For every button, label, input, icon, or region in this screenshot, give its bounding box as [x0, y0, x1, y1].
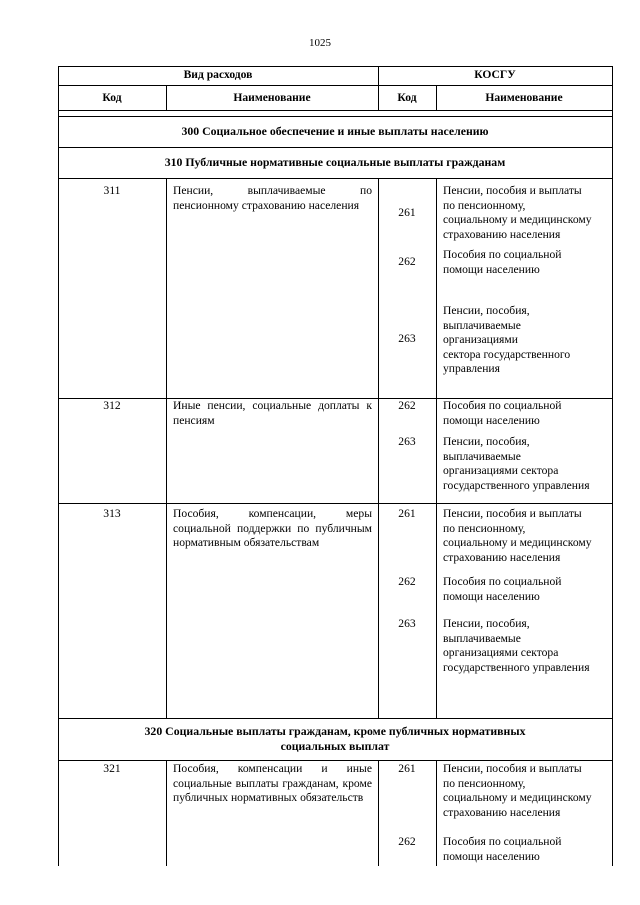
section-title: социальных выплат — [280, 739, 390, 753]
section-title: 310 Публичные нормативные социальные выплаты гражданам — [164, 155, 506, 169]
kosgu-code: 262 — [398, 575, 416, 588]
header-bottom-border — [58, 110, 613, 111]
kosgu-code: 263 — [398, 332, 416, 345]
kosgu-code: 261 — [398, 762, 416, 775]
column-divider — [166, 178, 167, 718]
column-divider — [166, 760, 167, 866]
kosgu-name: Пособия по социальной помощи населению — [443, 835, 562, 863]
page-number: 1025 — [309, 37, 331, 49]
header-divider — [58, 85, 613, 86]
row-code: 311 — [103, 184, 121, 197]
kosgu-name: Пособия по социальной помощи населению — [443, 575, 562, 603]
header-name: Наименование — [233, 91, 311, 104]
row-name: Иные пенсии, социальные доплаты к пенсиям — [173, 399, 372, 427]
header-code: Код — [102, 91, 122, 104]
kosgu-name: Пенсии, пособия, выплачиваемые организациями сектора государственного управления — [443, 617, 590, 674]
kosgu-code: 262 — [398, 399, 416, 412]
section-divider — [58, 760, 613, 761]
table-top-border — [58, 66, 613, 67]
kosgu-name: Пособия по социальной помощи населению — [443, 399, 562, 427]
kosgu-name: Пенсии, пособия, выплачиваемые организациями сектора государственного управления — [443, 435, 590, 492]
section-top-border — [58, 116, 613, 117]
row-code: 321 — [103, 762, 121, 775]
section-divider — [58, 718, 613, 719]
kosgu-code: 261 — [398, 507, 416, 520]
kosgu-name: Пособия по социальной помощи населению — [443, 248, 562, 276]
header-kosgu: КОСГУ — [474, 68, 516, 81]
kosgu-code: 261 — [398, 206, 416, 219]
kosgu-code: 262 — [398, 835, 416, 848]
kosgu-code: 262 — [398, 255, 416, 268]
row-name: Пособия, компенсации, меры социальной поддержки по публичным нормативным обязательствам — [173, 507, 372, 550]
kosgu-name: Пенсии, пособия и выплаты по пенсионному, социальному и медицинскому страхованию населения — [443, 507, 592, 564]
row-name: Пенсии, выплачиваемые по пенсионному страхованию населения — [173, 184, 372, 212]
section-divider — [58, 147, 613, 148]
kosgu-name: Пенсии, пособия и выплаты по пенсионному, социальному и медицинскому страхованию населения — [443, 762, 592, 819]
row-code: 313 — [103, 507, 121, 520]
section-divider — [58, 178, 613, 179]
column-divider — [436, 760, 437, 866]
kosgu-name: Пенсии, пособия, выплачиваемые организациями сектора государственного управления — [443, 304, 571, 376]
header-vid-rashodov: Вид расходов — [183, 68, 253, 81]
kosgu-name: Пенсии, пособия и выплаты по пенсионному, социальному и медицинскому страхованию населения — [443, 184, 592, 241]
header-kosgu-code: Код — [397, 91, 417, 104]
row-name: Пособия, компенсации и иные социальные выплаты гражданам, кроме публичных нормативных обязательств — [173, 762, 372, 805]
section-title: 300 Социальное обеспечение и иные выплаты населению — [181, 124, 489, 138]
header-kosgu-name: Наименование — [485, 91, 563, 104]
row-divider — [58, 503, 613, 504]
section-title: 320 Социальные выплаты гражданам, кроме публичных нормативных — [144, 724, 526, 738]
kosgu-code: 263 — [398, 617, 416, 630]
kosgu-code: 263 — [398, 435, 416, 448]
column-divider — [436, 178, 437, 718]
row-code: 312 — [103, 399, 121, 412]
